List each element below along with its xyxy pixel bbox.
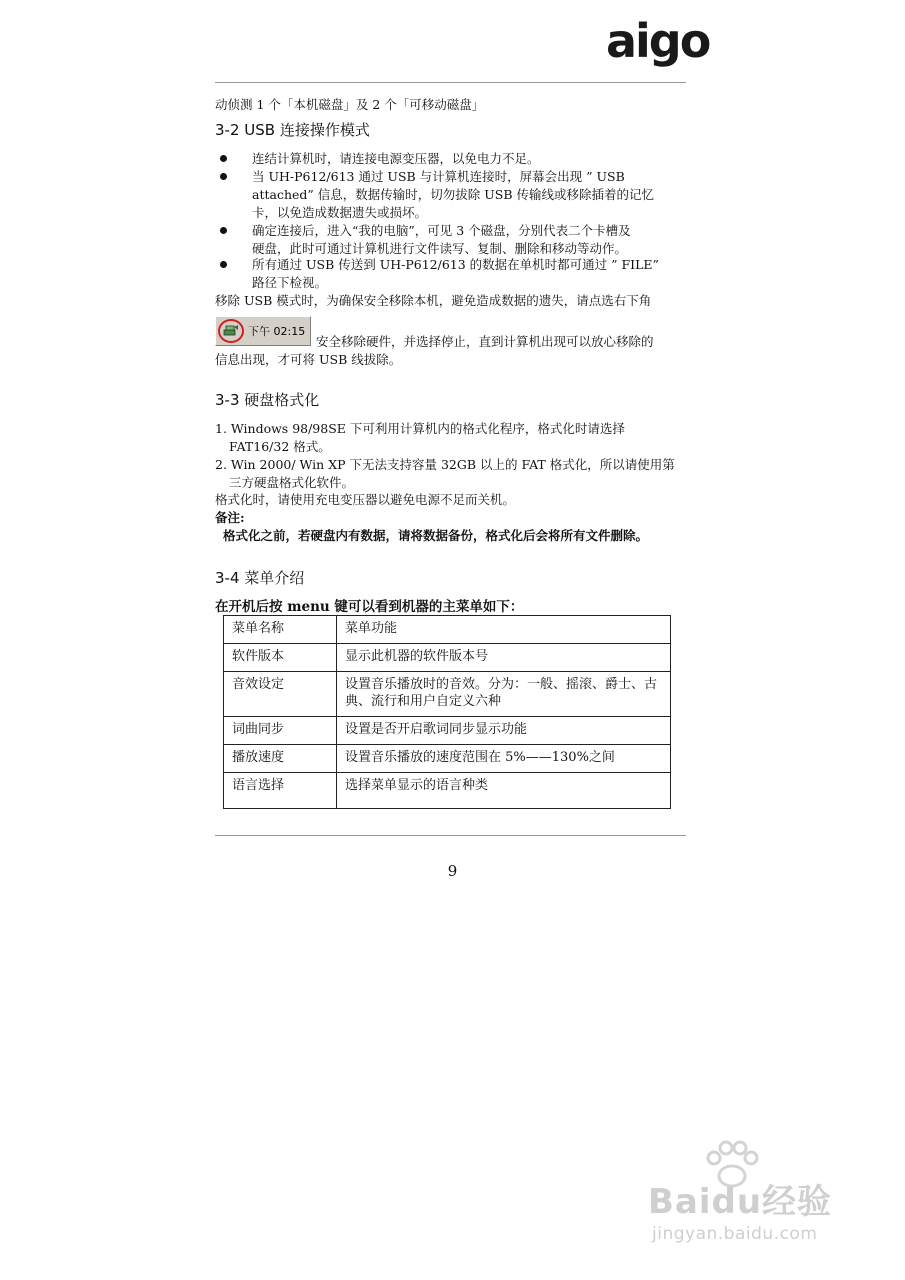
menu-lead: 在开机后按 menu 键可以看到机器的主菜单如下： bbox=[215, 599, 524, 615]
bullet-4-line-1: 所有通过 USB 传送到 UH-P612/613 的数据在单机时都可通过 ” FILE” bbox=[252, 257, 659, 272]
bullet-dot bbox=[220, 155, 227, 162]
baidu-watermark bbox=[630, 1140, 860, 1260]
table-row bbox=[224, 644, 671, 672]
table-cell: 选择菜单显示的语言种类 bbox=[337, 773, 671, 809]
table-row bbox=[224, 745, 671, 773]
aigo-logo: aigo bbox=[606, 14, 710, 68]
table-header-cell: 菜单名称 bbox=[224, 616, 337, 644]
bullet-4-line-2: 路径下检视。 bbox=[252, 275, 328, 290]
header-divider bbox=[215, 82, 686, 83]
bullet-3-line-1: 确定连接后，进入“我的电脑”，可见 3 个磁盘，分别代表二个卡槽及 bbox=[252, 223, 631, 238]
table-cell: 语言选择 bbox=[224, 773, 337, 809]
table-header-cell: 菜单功能 bbox=[337, 616, 671, 644]
table-header-row bbox=[224, 616, 671, 644]
bullet-1-line-1: 连结计算机时，请连接电源变压器，以免电力不足。 bbox=[252, 151, 540, 166]
taskbar-tray-screenshot bbox=[215, 316, 311, 346]
remark-label: 备注: bbox=[215, 510, 245, 525]
table-cell: 显示此机器的软件版本号 bbox=[337, 644, 671, 672]
section-3-2-title: 3-2 USB 连接操作模式 bbox=[215, 121, 370, 139]
bullet-2-line-1: 当 UH-P612/613 通过 USB 与计算机连接时，屏幕会出现 ” USB bbox=[252, 169, 625, 184]
bullet-2-line-2: attached” 信息，数据传输时，切勿拔除 USB 传输线或移除插着的记忆 bbox=[252, 187, 654, 202]
remove-usb-line-3: 信息出现，才可将 USB 线拔除。 bbox=[215, 352, 402, 367]
section-3-4-title: 3-4 菜单介绍 bbox=[215, 569, 305, 587]
format-item-1-line-1: 1. Windows 98/98SE 下可利用计算机内的格式化程序，格式化时请选择 bbox=[215, 421, 625, 436]
table-row bbox=[224, 717, 671, 745]
table-cell: 音效设定 bbox=[224, 672, 337, 717]
section-3-3-title: 3-3 硬盘格式化 bbox=[215, 391, 320, 409]
remove-usb-line-2: 安全移除硬件，并选择停止，直到计算机出现可以放心移除的 bbox=[316, 334, 654, 349]
footer-divider bbox=[215, 835, 686, 836]
table-row bbox=[224, 773, 671, 809]
remark-text: 格式化之前，若硬盘内有数据，请将数据备份，格式化后会将所有文件删除。 bbox=[223, 528, 649, 543]
bullet-3-line-2: 硬盘，此时可通过计算机进行文件读写、复制、删除和移动等动作。 bbox=[252, 241, 628, 256]
bullet-dot bbox=[220, 261, 227, 268]
intro-line: 动侦测 1 个「本机磁盘」及 2 个「可移动磁盘」 bbox=[215, 97, 485, 112]
bullet-2-line-3: 卡，以免造成数据遗失或损坏。 bbox=[252, 205, 428, 220]
table-cell: 词曲同步 bbox=[224, 717, 337, 745]
watermark-brand: Baidu经验 bbox=[648, 1182, 833, 1222]
table-cell: 软件版本 bbox=[224, 644, 337, 672]
table-cell: 设置音乐播放时的音效。分为：一般、摇滚、爵士、古典、流行和用户自定义六种 bbox=[337, 672, 671, 717]
table-row bbox=[224, 672, 671, 717]
format-item-1-line-2: FAT16/32 格式。 bbox=[229, 439, 331, 454]
menu-table bbox=[223, 615, 671, 809]
format-item-2-line-1: 2. Win 2000/ Win XP 下无法支持容量 32GB 以上的 FAT 格式化，所以请使用第 bbox=[215, 457, 675, 472]
table-cell: 设置是否开启歌词同步显示功能 bbox=[337, 717, 671, 745]
format-item-2-line-2: 三方硬盘格式化软件。 bbox=[229, 475, 355, 490]
bullet-dot bbox=[220, 173, 227, 180]
remove-usb-line-1: 移除 USB 模式时，为确保安全移除本机，避免造成数据的遗失，请点选右下角 bbox=[215, 293, 652, 308]
format-note: 格式化时，请使用充电变压器以避免电源不足而关机。 bbox=[215, 492, 516, 507]
table-cell: 播放速度 bbox=[224, 745, 337, 773]
tray-clock: 下午 02:15 bbox=[248, 325, 306, 338]
bullet-dot bbox=[220, 227, 227, 234]
table-cell: 设置音乐播放的速度范围在 5%——130%之间 bbox=[337, 745, 671, 773]
page-number: 9 bbox=[447, 862, 458, 880]
safely-remove-hardware-icon bbox=[218, 319, 244, 343]
watermark-url: jingyan.baidu.com bbox=[652, 1224, 818, 1244]
